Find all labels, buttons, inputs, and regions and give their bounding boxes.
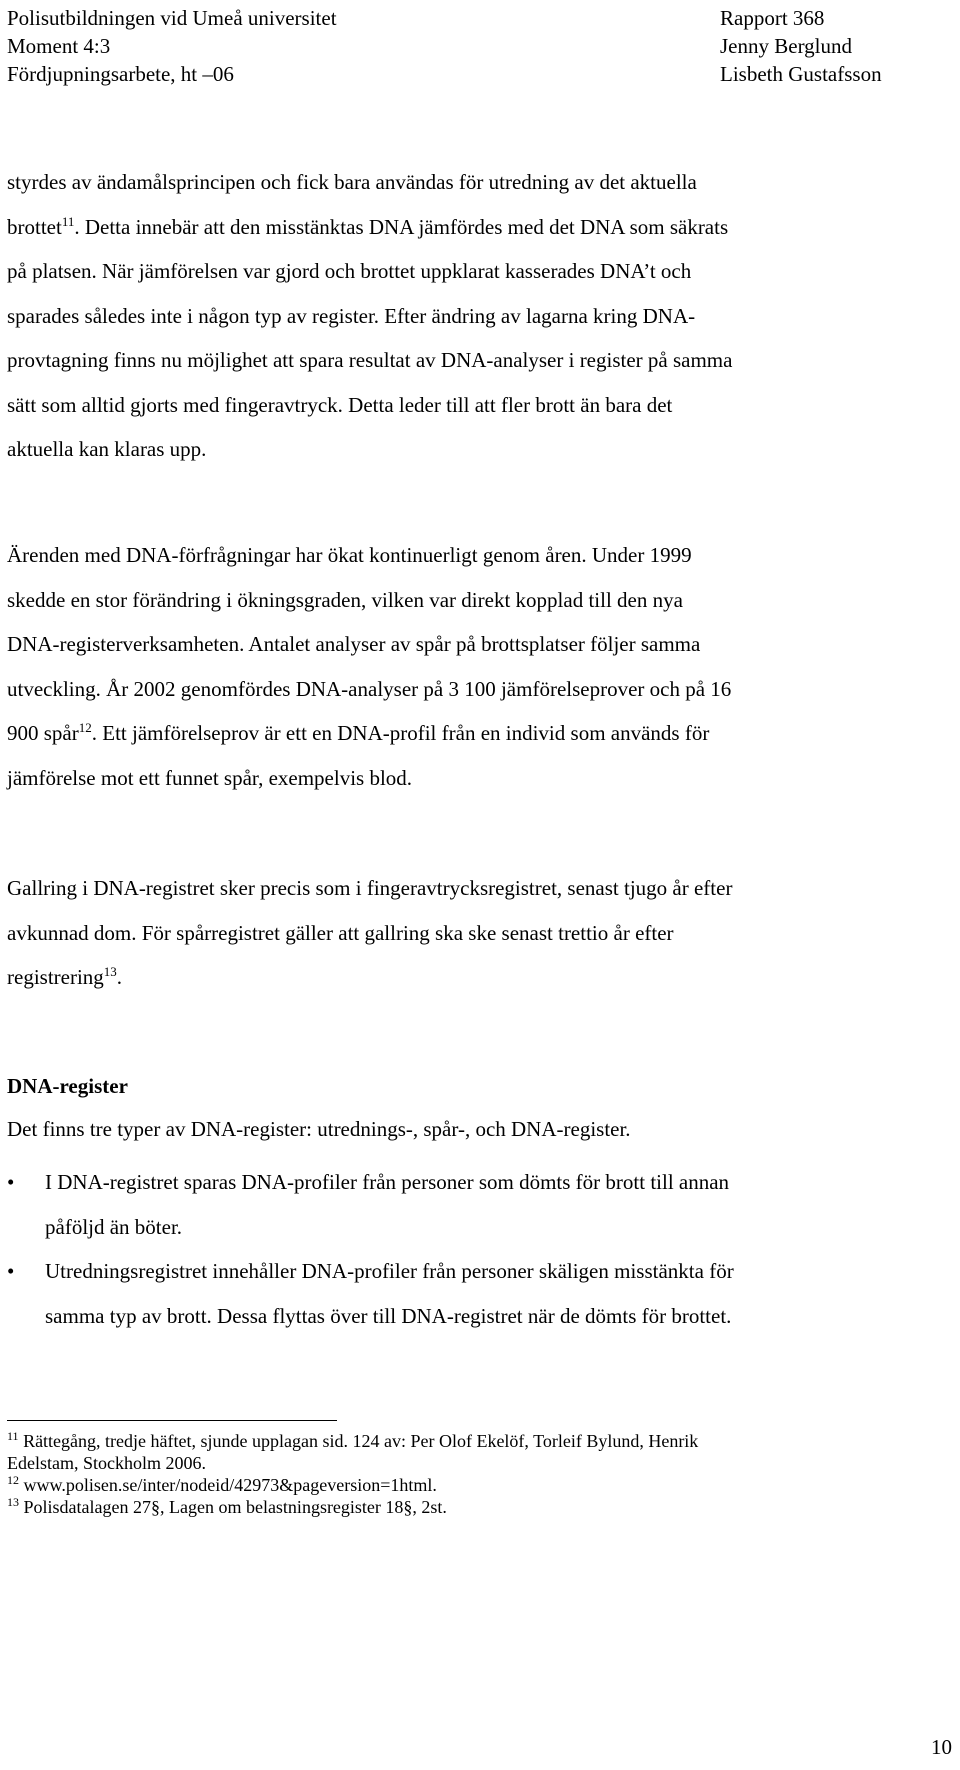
footnotes [7, 1430, 937, 1518]
paragraph-line: jämförelse mot ett funnet spår, exempelvis blod. [7, 765, 413, 790]
paragraph-line [7, 955, 937, 1000]
page-header [7, 4, 942, 88]
section-heading: DNA-register [7, 1074, 128, 1098]
paragraph-line [7, 711, 937, 756]
bullet-list [7, 1160, 947, 1338]
footnote-number: 13 [7, 1495, 19, 1509]
footnote-12 [7, 1474, 937, 1496]
header-author-2: Lisbeth Gustafsson [720, 62, 882, 86]
text-span: 900 spår [7, 721, 79, 745]
footnote-number: 11 [7, 1429, 19, 1443]
paragraph-line: aktuella kan klaras upp. [7, 437, 207, 461]
paragraph-line: Gallring i DNA-registret sker precis som i fingeravtrycksregistret, senast tjugo år efter [7, 876, 733, 900]
footnote-11 [7, 1430, 937, 1474]
text-span: . Ett jämförelseprov är ett en DNA-profil från en individ som används för [91, 721, 710, 745]
bullet-icon: • [7, 1259, 15, 1283]
bullet-icon: • [7, 1170, 15, 1194]
header-institution: Polisutbildningen vid Umeå universitet [7, 6, 337, 30]
footnote-divider [7, 1420, 337, 1421]
footnote-13 [7, 1496, 937, 1518]
footnote-text-continued: Edelstam, Stockholm 2006. [7, 1453, 206, 1473]
paragraph-line: sätt som alltid gjorts med fingeravtryck. Detta leder till att fler brott än bara det [7, 392, 673, 417]
text-span: registrering [7, 965, 104, 989]
footnote-ref-13[interactable]: 13 [103, 964, 117, 979]
paragraph-3 [7, 866, 937, 1000]
list-item [7, 1160, 947, 1249]
text-span: brottet [7, 214, 62, 239]
text-span: . [116, 965, 123, 989]
list-item-line: I DNA-registret sparas DNA-profiler från personer som dömts för brott till annan [45, 1170, 730, 1194]
paragraph-1 [7, 160, 937, 472]
footnote-ref-12[interactable]: 12 [78, 720, 92, 735]
list-item-line: Utredningsregistret innehåller DNA-profiler från personer skäligen misstänkta för [45, 1259, 734, 1283]
list-item [7, 1249, 947, 1338]
paragraph-line: på platsen. När jämförelsen var gjord och brottet uppklarat kasserades DNA’t och [7, 259, 692, 283]
footnote-number: 12 [7, 1473, 19, 1487]
paragraph-line: provtagning finns nu möjlighet att spara resultat av DNA-analyser i register på samma [7, 348, 733, 372]
footnote-text: Polisdatalagen 27§, Lagen om belastningsregister 18§, 2st. [19, 1497, 447, 1517]
paragraph-line: skedde en stor förändring i ökningsgraden, vilken var direkt kopplad till den nya [7, 587, 683, 612]
footnote-ref-11[interactable]: 11 [61, 213, 75, 229]
footnote-link[interactable]: www.polisen.se/inter/nodeid/42973&pageversion=1html. [19, 1475, 437, 1495]
section-intro: Det finns tre typer av DNA-register: utrednings-, spår-, och DNA-register. [7, 1117, 631, 1141]
header-report-number: Rapport 368 [720, 6, 825, 30]
page-number: 10 [931, 1735, 952, 1759]
list-item-line: påföljd än böter. [45, 1214, 183, 1239]
paragraph-line: utveckling. År 2002 genomfördes DNA-analyser på 3 100 jämförelseprover och på 16 [7, 676, 732, 701]
header-course: Moment 4:3 [7, 34, 111, 58]
paragraph-line: sparades således inte i någon typ av register. Efter ändring av lagarna kring DNA- [7, 303, 696, 328]
paragraph-line: avkunnad dom. För spårregistret gäller att gallring ska ske senast trettio år efter [7, 920, 674, 945]
paragraph-line [7, 205, 937, 250]
text-span: . Detta innebär att den misstänktas DNA jämfördes med det DNA som säkrats [74, 214, 729, 239]
paragraph-line: styrdes av ändamålsprincipen och fick bara användas för utredning av det aktuella [7, 170, 697, 194]
paragraph-line: Ärenden med DNA-förfrågningar har ökat kontinuerligt genom åren. Under 1999 [7, 543, 692, 567]
list-item-line: samma typ av brott. Dessa flyttas över till DNA-registret när de dömts för brottet. [45, 1303, 732, 1328]
paragraph-2 [7, 533, 937, 800]
footnote-text: Rättegång, tredje häftet, sjunde upplagan sid. 124 av: Per Olof Ekelöf, Torleif Bylund, Henrik [18, 1431, 699, 1451]
paragraph-line: DNA-registerverksamheten. Antalet analyser av spår på brottsplatser följer samma [7, 632, 701, 656]
header-assignment: Fördjupningsarbete, ht –06 [7, 62, 234, 86]
header-author-1: Jenny Berglund [720, 34, 853, 58]
